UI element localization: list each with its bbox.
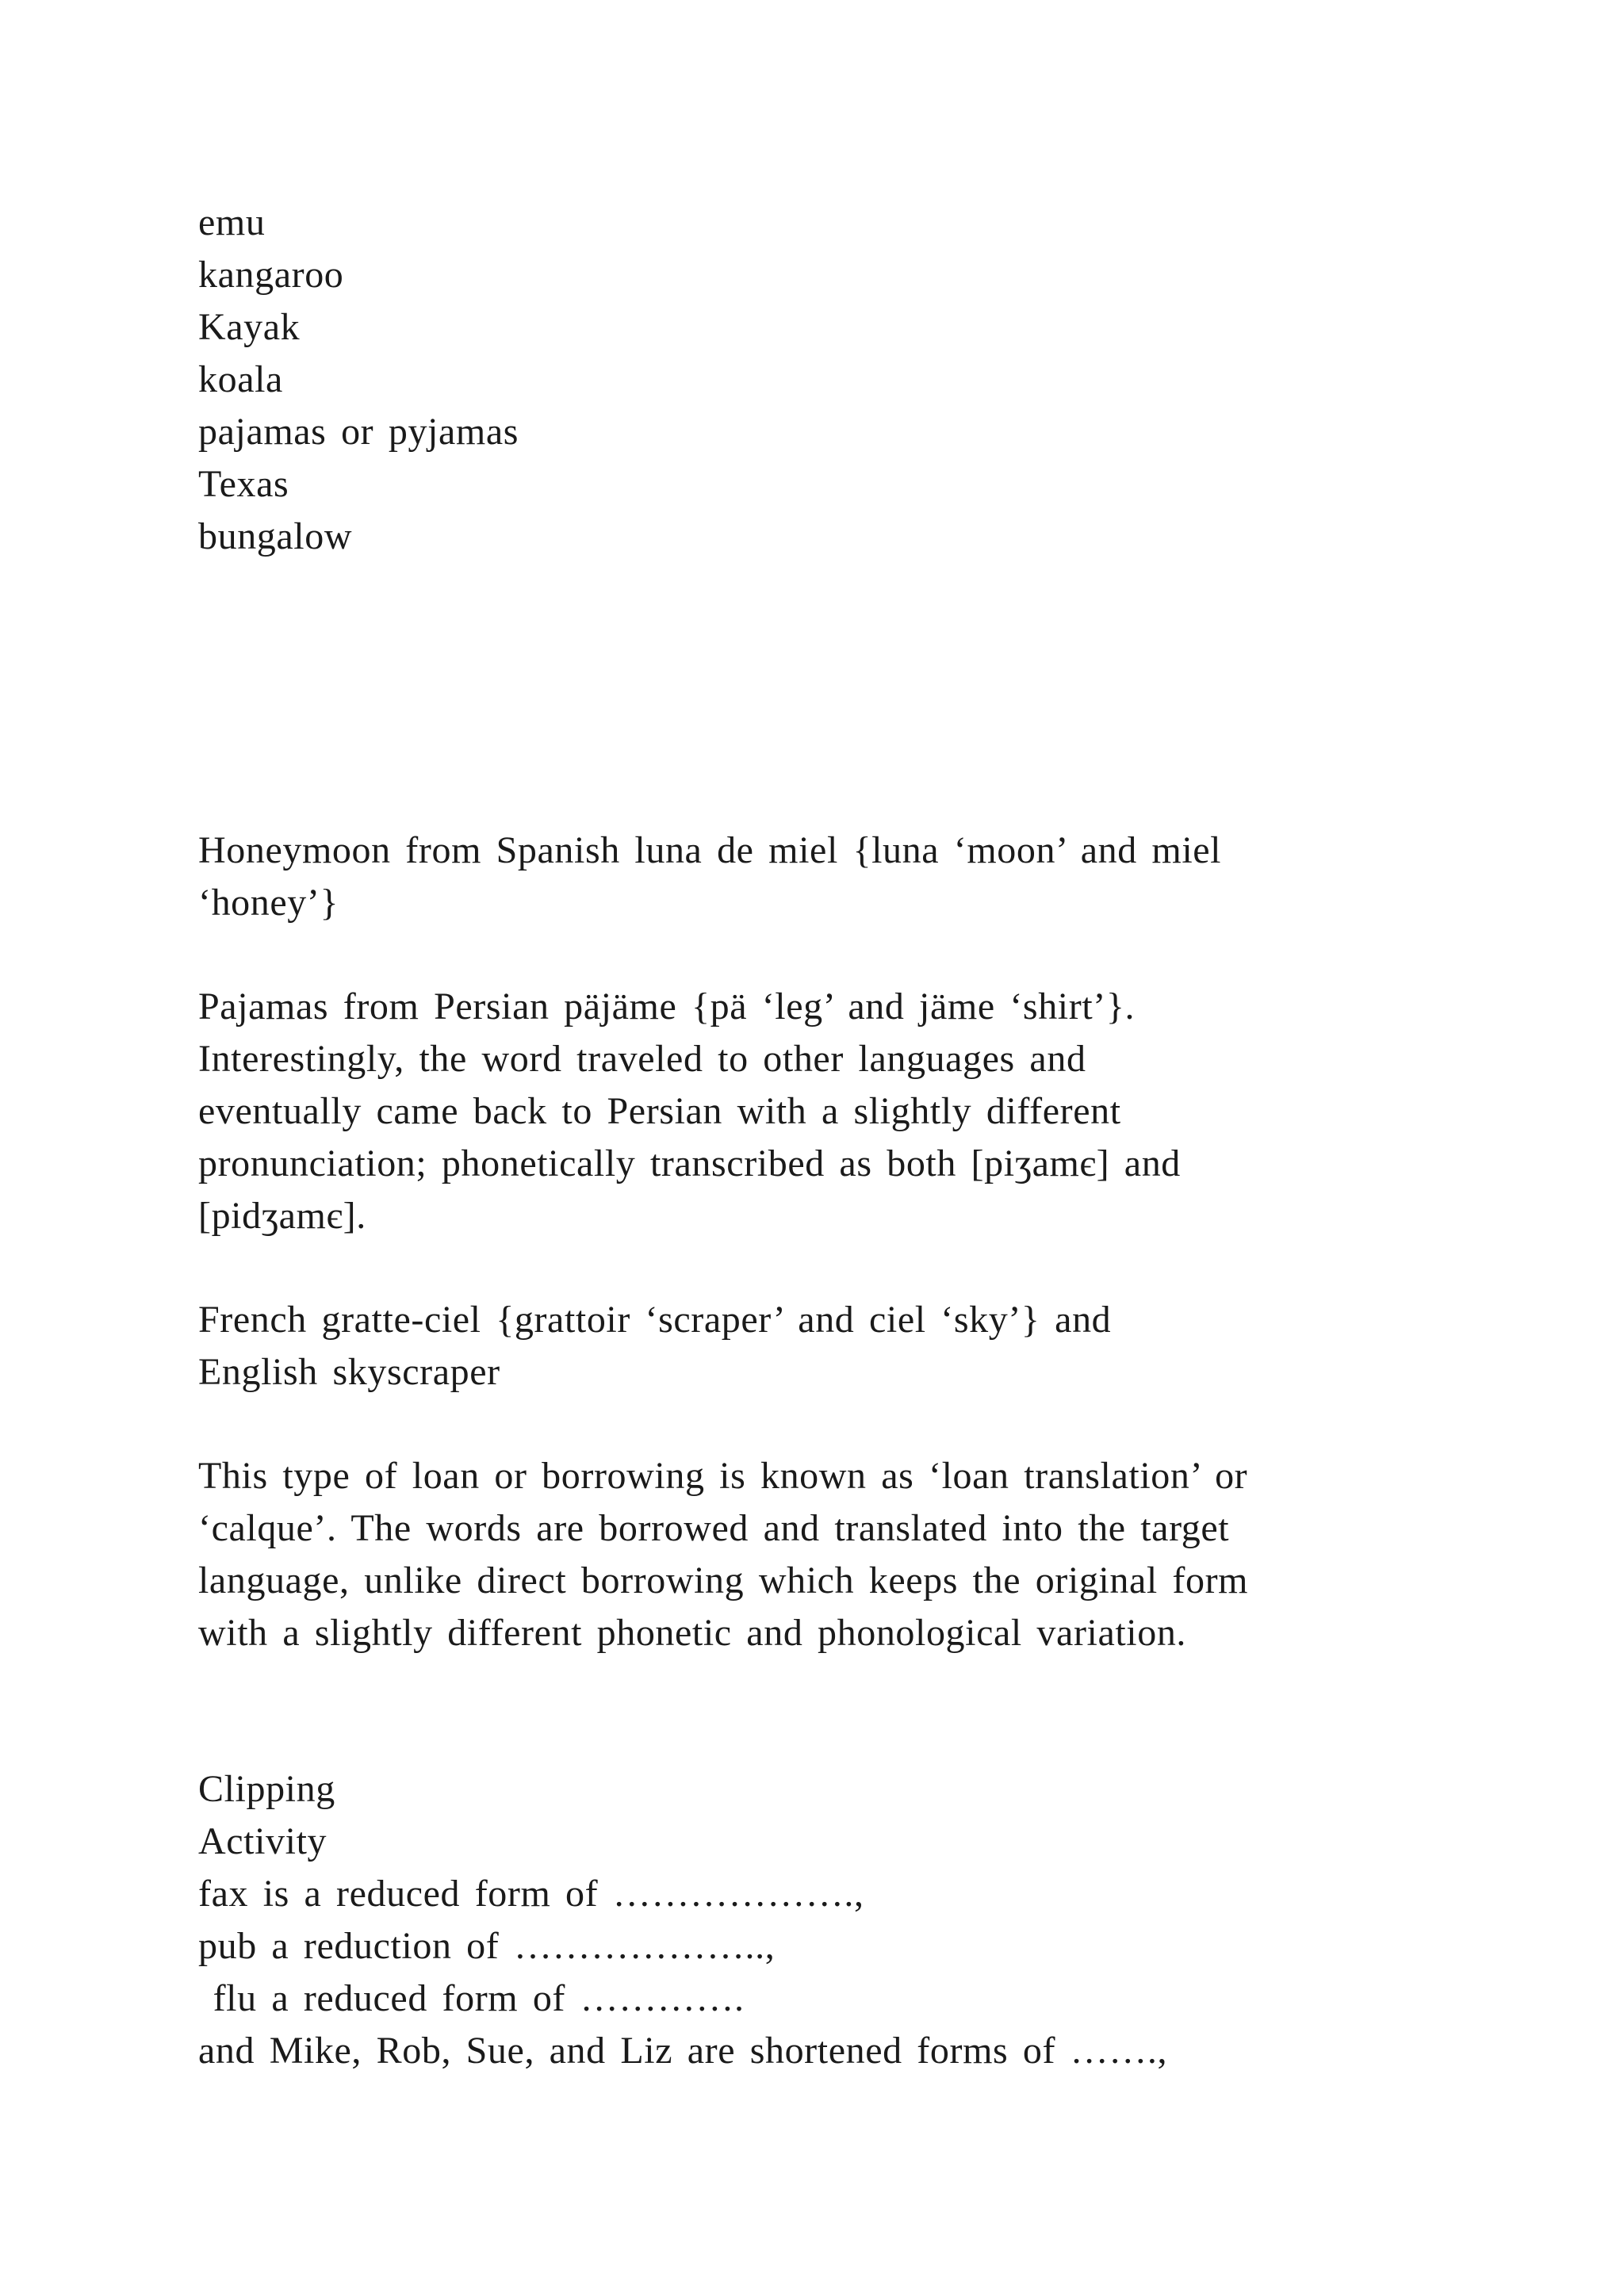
word-list-item: Kayak — [198, 306, 301, 348]
word-list-item: Texas — [198, 463, 289, 505]
word-list-item: bungalow — [198, 515, 353, 557]
activity-label: Activity — [198, 1820, 327, 1862]
loan-translation-paragraph-line: with a slightly different phonetic and phonological variation. — [198, 1612, 1187, 1654]
activity-item: flu a reduced form of …………. — [198, 1977, 745, 2019]
gratte-ciel-paragraph-line: English skyscraper — [198, 1351, 500, 1393]
word-list-item: koala — [198, 358, 283, 400]
pajamas-paragraph-line: eventually came back to Persian with a slightly different — [198, 1090, 1121, 1132]
loan-translation-paragraph-line: This type of loan or borrowing is known as ‘loan translation’ or — [198, 1455, 1248, 1497]
loan-translation-paragraph-line: language, unlike direct borrowing which keeps the original form — [198, 1559, 1249, 1601]
activity-item: pub a reduction of ……………….., — [198, 1925, 776, 1967]
pajamas-paragraph-line: [pidʒamє]. — [198, 1195, 366, 1237]
word-list-item: emu — [198, 201, 266, 243]
activity-item: and Mike, Rob, Sue, and Liz are shortened forms of ……., — [198, 2030, 1168, 2072]
word-list-item: kangaroo — [198, 254, 344, 296]
clipping-heading: Clipping — [198, 1768, 335, 1810]
honeymoon-paragraph-line: Honeymoon from Spanish luna de miel {luna ‘moon’ and miel — [198, 829, 1222, 871]
word-list-item: pajamas or pyjamas — [198, 411, 519, 453]
pajamas-paragraph-line: pronunciation; phonetically transcribed as both [piʒamє] and — [198, 1142, 1181, 1184]
honeymoon-paragraph-line: ‘honey’} — [198, 882, 339, 924]
activity-item: fax is a reduced form of ………………., — [198, 1873, 864, 1915]
pajamas-paragraph-line: Interestingly, the word traveled to other languages and — [198, 1038, 1086, 1080]
loan-translation-paragraph-line: ‘calque’. The words are borrowed and translated into the target — [198, 1507, 1230, 1549]
pajamas-paragraph-line: Pajamas from Persian päjäme {pä ‘leg’ and jäme ‘shirt’}. — [198, 985, 1136, 1027]
gratte-ciel-paragraph-line: French gratte-ciel {grattoir ‘scraper’ and ciel ‘sky’} and — [198, 1299, 1112, 1341]
